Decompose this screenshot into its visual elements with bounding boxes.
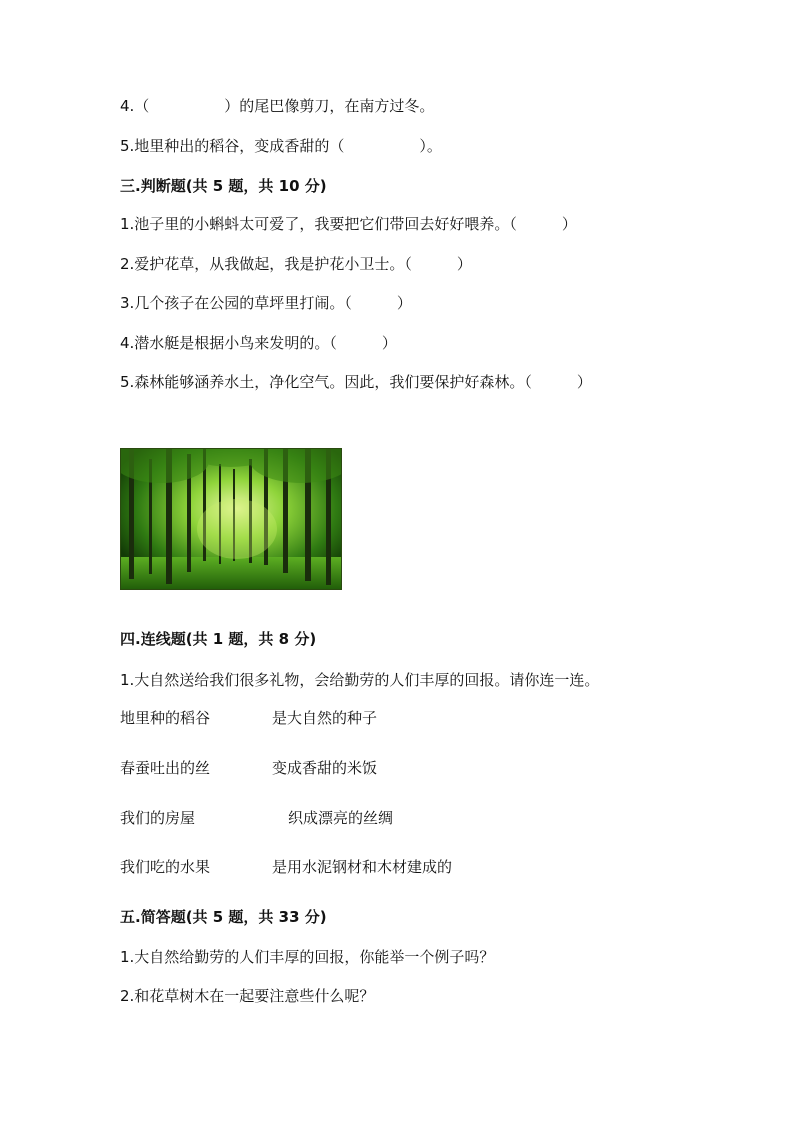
- section-matching-heading: 四.连线题(共 1 题，共 8 分): [120, 630, 317, 648]
- matching-right-2[interactable]: 变成香甜的米饭: [272, 759, 378, 777]
- forest-image: [120, 448, 342, 590]
- fill-blank-q5: 5.地里种出的稻谷，变成香甜的（ ）。: [120, 137, 442, 155]
- judge-item-1: 1.池子里的小蝌蚪太可爱了，我要把它们带回去好好喂养。（ ）: [120, 215, 577, 233]
- matching-right-4[interactable]: 是用水泥钢材和木材建成的: [272, 858, 453, 876]
- judge-item-2: 2.爱护花草，从我做起，我是护花小卫士。（ ）: [120, 255, 472, 273]
- short-answer-item-2: 2.和花草树木在一起要注意些什么呢？: [120, 987, 375, 1005]
- matching-question: 1.大自然送给我们很多礼物，会给勤劳的人们丰厚的回报。请你连一连。: [120, 671, 600, 689]
- matching-left-1[interactable]: 地里种的稻谷: [120, 709, 211, 727]
- matching-left-2[interactable]: 春蚕吐出的丝: [120, 759, 211, 777]
- matching-left-3[interactable]: 我们的房屋: [120, 809, 196, 827]
- judge-item-3: 3.几个孩子在公园的草坪里打闹。（ ）: [120, 294, 412, 312]
- fill-blank-q4: 4.（ ）的尾巴像剪刀，在南方过冬。: [120, 97, 435, 115]
- judge-item-5: 5.森林能够涵养水土，净化空气。因此，我们要保护好森林。（ ）: [120, 373, 592, 391]
- section-short-answer-heading: 五.简答题(共 5 题，共 33 分): [120, 908, 327, 926]
- matching-right-3[interactable]: 织成漂亮的丝绸: [288, 809, 394, 827]
- judge-item-4: 4.潜水艇是根据小鸟来发明的。（ ）: [120, 334, 397, 352]
- section-judge-heading: 三.判断题(共 5 题，共 10 分): [120, 177, 327, 195]
- short-answer-item-1: 1.大自然给勤劳的人们丰厚的回报，你能举一个例子吗？: [120, 948, 495, 966]
- matching-right-1[interactable]: 是大自然的种子: [272, 709, 378, 727]
- matching-left-4[interactable]: 我们吃的水果: [120, 858, 211, 876]
